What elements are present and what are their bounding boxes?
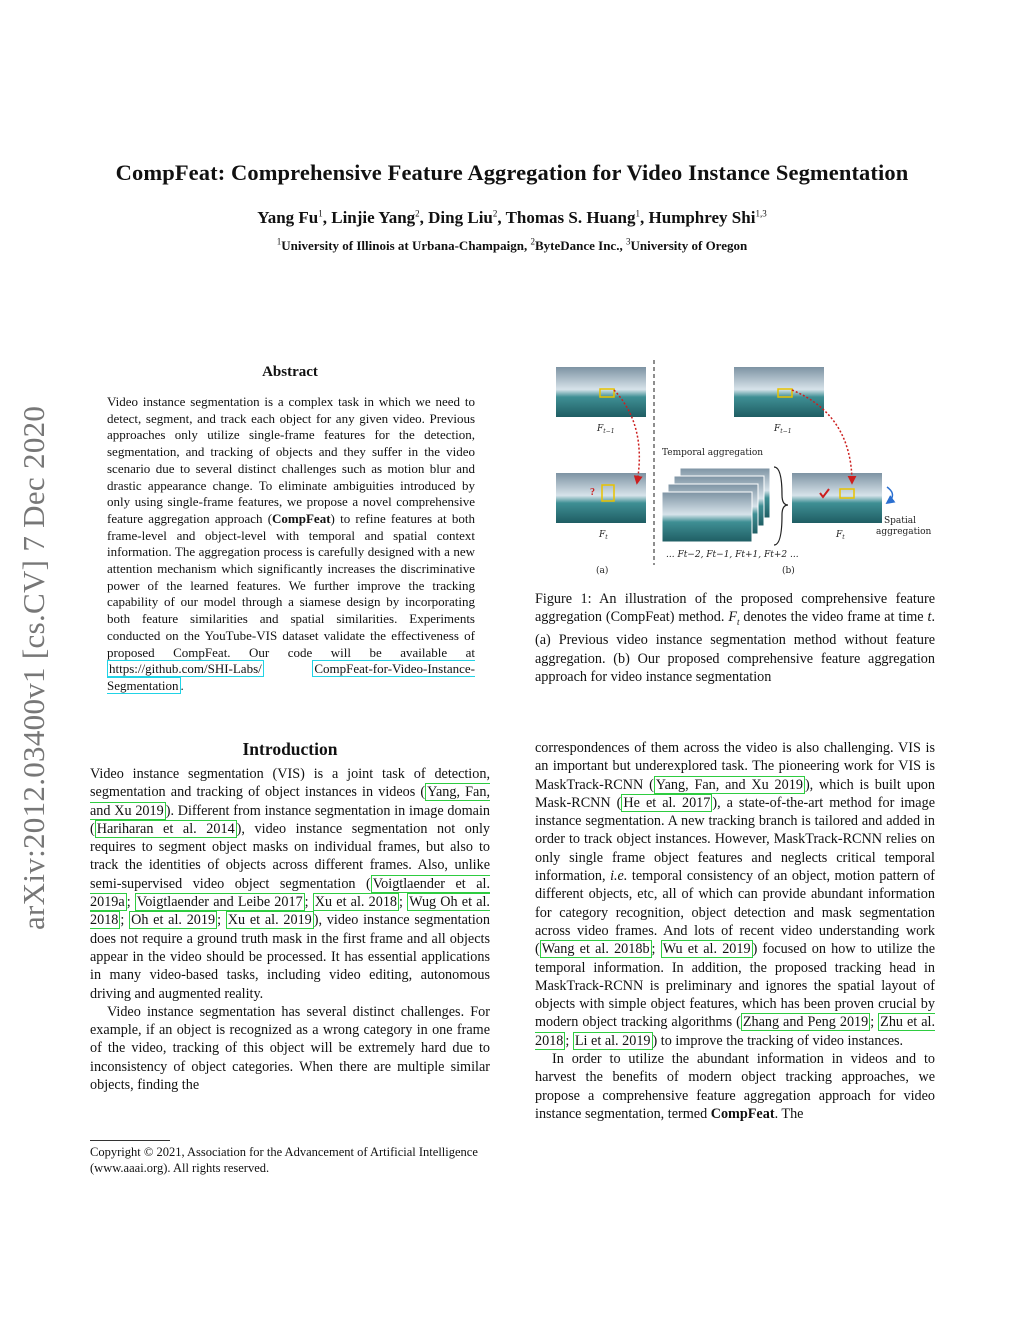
frame-image-b-curr	[792, 473, 882, 523]
citation-link[interactable]: He et al. 2017	[623, 794, 711, 811]
paragraph: Video instance segmentation (VIS) is a joint task of detection, segmentation and tracking of object instances in videos ( Yang, Fan, and Xu 2019 ). Different from instance segmentation in image domain ( Hariharan et al. 2014 ), video instance segmentation not only requires to segment object masks on individual frames, but also to track the identities of objects across different frames. Also, unlike semi-supervised video object segmentation ( Voigtlaender et al. 2019a ; Voigtlaender and Leibe 2017 ; Xu et al. 2018 ; Wug Oh et al. 2018 ; Oh et al. 2019 ; Xu et al. 2019 ), video instance segmentation does not require a ground truth mask in the first frame and all objects appear in the video should be processed. It has essential applications in many video-based tasks, including video editing, autonomous driving and augmented reality.	[90, 766, 490, 1002]
label-b: (b)	[782, 566, 795, 576]
citation-link[interactable]: Xu et al. 2018	[314, 894, 398, 911]
label-temporal-aggregation: Temporal aggregation	[662, 448, 764, 458]
label-aggregation: aggregation	[876, 527, 932, 537]
frame-image-a-curr	[556, 473, 646, 523]
citation-link[interactable]: Yang, Fan, and Xu 2019	[90, 784, 490, 819]
temporal-frame-stack	[662, 468, 770, 542]
abstract-body: Video instance segmentation is a complex task in which we need to detect, segment, and track each object for any given video. Previous approaches only utilize single-frame features for the detection, segmentation, and tracking of objects and they suffer in the video scenario due to several distinct challenges such as motion blur and drastic appearance change. To eliminate ambiguities introduced by only using single-frame features, we propose a novel comprehensive feature aggregation approach (CompFeat) to refine features at both frame-level and object-level with temporal and spatial context information. The aggregation process is carefully designed with a new attention mechanism which significantly increases the discriminative power of the learned features. We further improve the tracking capability of our model through a siamese design by incorporating both feature similarities and spatial similarities. Experiments conducted on the YouTube-VIS dataset validate the effectiveness of proposed CompFeat. Our code will be available at https://github.com/SHI-Labs/ CompFeat-for-Video-Instance-Segmentation .	[107, 394, 475, 693]
citation-link[interactable]: Oh et al. 2019	[131, 912, 216, 929]
label-ft-a: $F_t$	[599, 530, 608, 541]
footnote-rule	[90, 1140, 170, 1141]
paper-title: CompFeat: Comprehensive Feature Aggregation for Video Instance Segmentation	[115, 160, 909, 185]
label-frame-sequence: ... Ft−2, Ft−1, Ft+1, Ft+2 ...	[666, 550, 799, 560]
svg-text:?: ?	[590, 487, 595, 498]
citation-link[interactable]: Zhu et al. 2018	[535, 1014, 935, 1049]
label-a: (a)	[596, 566, 609, 576]
copyright-footnote: Copyright © 2021, Association for the Advancement of Artificial Intelligence (www.aaai.org). All rights reserved.	[90, 1145, 478, 1175]
label-ft-b: $F_t$	[836, 530, 845, 541]
author-name: Ding Liu	[428, 208, 493, 227]
citation-link[interactable]: Wang et al. 2018b	[541, 941, 650, 958]
citation-link[interactable]: Wug Oh et al. 2018	[90, 894, 490, 929]
label-ft-minus-1-a: $F_{t-1}$	[597, 424, 615, 435]
author-name: Thomas S. Huang	[505, 208, 636, 227]
citation-link[interactable]: Zhang and Peng 2019	[742, 1014, 869, 1031]
citation-link[interactable]: Xu et al. 2019	[227, 912, 312, 929]
introduction-body	[90, 765, 490, 1094]
paragraph: Video instance segmentation has several distinct challenges. For example, if an object is recognized as a wrong category in one frame of the video, tracking of this object will be extremely hard due to inconsistency of object categories. When there are multiple similar objects, finding the	[90, 1003, 490, 1094]
citation-link[interactable]: Wu et al. 2019	[662, 941, 751, 958]
code-link-cont[interactable]: CompFeat-for-Video-Instance-Segmentation	[107, 661, 475, 693]
author-name: Linjie Yang	[331, 208, 416, 227]
abstract-heading: Abstract	[262, 364, 318, 380]
right-column-body	[535, 739, 935, 1123]
introduction-heading: Introduction	[242, 739, 338, 759]
citation-link[interactable]: Voigtlaender et al. 2019a	[90, 875, 490, 911]
aggregation-brace	[774, 467, 788, 545]
paragraph: correspondences of them across the video is also challenging. VIS is an important but underexplored task. The pioneering work for VIS is MaskTrack-RCNN ( Yang, Fan, and Xu 2019 ), which is built upon Mask-RCNN ( He et al. 2017 ), a state-of-the-art method for image instance segmentation. A new tracking branch is tailored and added in order to track object instances. However, MaskTrack-RCNN relies on only single frame object features and neglects critical temporal information, i.e. temporal consistency of an object, motion pattern of different objects, etc, all of which can provide abundant information for category recognition, object detection and mask segmentation across video frames. And lots of recent video understanding work ( Wang et al. 2018b ; Wu et al. 2019 ) focused on how to utilize the temporal information. In addition, the proposed tracking head in MaskTrack-RCNN is preliminary and ignores the spatial layout of objects with simple object features, which has been proven crucial by modern object tracking algorithms ( Zhang and Peng 2019 ; Zhu et al. 2018 ; Li et al. 2019 ) to improve the tracking of video instances.	[535, 740, 936, 1049]
figure-caption: Figure 1: An illustration of the proposed comprehensive feature aggregation (CompFeat) method. $F_t$ denotes the video frame at time t. (a) Previous video instance segmentation method without feature aggregation. (b) Our proposed comprehensive feature aggregation approach for video instance segmentation	[535, 591, 935, 686]
author-name: Humphrey Shi	[648, 208, 756, 227]
frame-image-a-prev	[556, 367, 646, 417]
figure-1	[552, 355, 932, 580]
paragraph: In order to utilize the abundant information in videos and to harvest the benefits of modern object tracking approaches, we propose a comprehensive feature aggregation approach for video instance segmentation, termed CompFeat. The	[535, 1051, 935, 1122]
affiliations: $^1$University of Illinois at Urbana-Champaign, $^2$ByteDance Inc., $^3$University of Oregon	[276, 236, 748, 253]
author-list: Yang Fu$^1$, Linjie Yang$^2$, Ding Liu$^2$, Thomas S. Huang$^1$, Humphrey Shi$^{1,3}$	[257, 208, 767, 227]
arxiv-stamp: arXiv:2012.03400v1 [cs.CV] 7 Dec 2020	[16, 405, 51, 930]
code-link[interactable]: https://github.com/SHI-Labs/	[109, 661, 262, 677]
citation-link[interactable]: Yang, Fan, and Xu 2019	[655, 776, 803, 793]
frame-image-b-prev	[734, 367, 824, 417]
citation-link[interactable]: Voigtlaender and Leibe 2017	[136, 894, 303, 911]
spatial-aggregation-arrow	[887, 487, 893, 503]
citation-link[interactable]: Li et al. 2019	[574, 1032, 651, 1049]
author-name: Yang Fu	[257, 208, 319, 227]
label-ft-minus-1-b: $F_{t-1}$	[774, 424, 792, 435]
label-spatial: Spatial	[884, 516, 917, 526]
citation-link[interactable]: Hariharan et al. 2014	[96, 820, 235, 837]
